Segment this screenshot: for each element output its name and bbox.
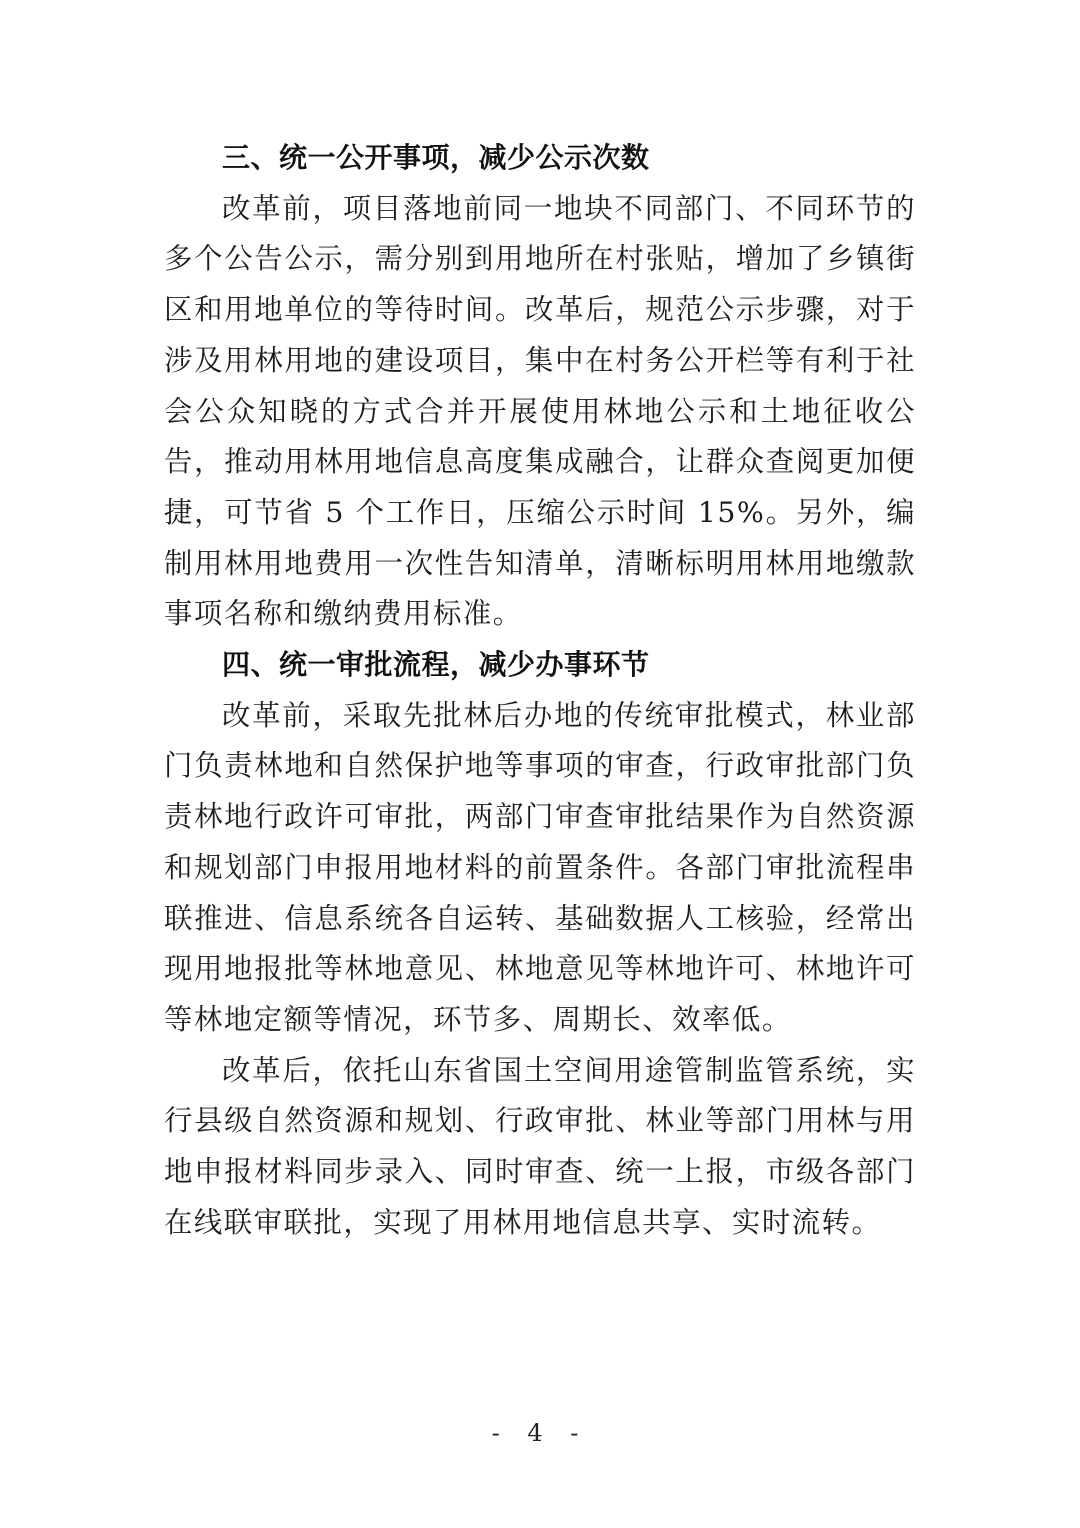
- section-4-heading: 四、统一审批流程，减少办事环节: [222, 648, 650, 682]
- section-3-heading: 三、统一公开事项，减少公示次数: [222, 141, 650, 174]
- page-number: - 4 -: [491, 1419, 589, 1447]
- section-3-paragraph: 改革前，项目落地前同一地块不同部门、不同环节的多个公告公示，需分别到用地所在村张贴，增加了乡镇街区和用地单位的等待时间。改革后，规范公示步骤，对于涉及用林用地的建设项目，集中在村务公开栏等有利于社会公众知晓的方式合并开展使用林地公示和土地征收公告，推动用林用地信息高度集成融合，让群众查阅更加便捷，可节省 5 个工作日，压缩公示时间 15%。另外，编制用林用地费用一次性告知清单，清晰标明用林用地缴款事项名称和缴纳费用标准。: [164, 191, 916, 631]
- document-body: [164, 133, 916, 1248]
- section-4-paragraph-2: 改革后，依托山东省国土空间用途管制监管系统，实行县级自然资源和规划、行政审批、林业等部门用林与用地申报材料同步录入、同时审查、统一上报，市级各部门在线联审联批，实现了用林用地信息共享、实时流转。: [164, 1053, 916, 1239]
- section-4-paragraph-1: 改革前，采取先批林后办地的传统审批模式，林业部门负责林地和自然保护地等事项的审查，行政审批部门负责林地行政许可审批，两部门审查审批结果作为自然资源和规划部门申报用地材料的前置条件。各部门审批流程串联推进、信息系统各自运转、基础数据人工核验，经常出现用地报批等林地意见、林地意见等林地许可、林地许可等林地定额等情况，环节多、周期长、效率低。: [164, 698, 916, 1036]
